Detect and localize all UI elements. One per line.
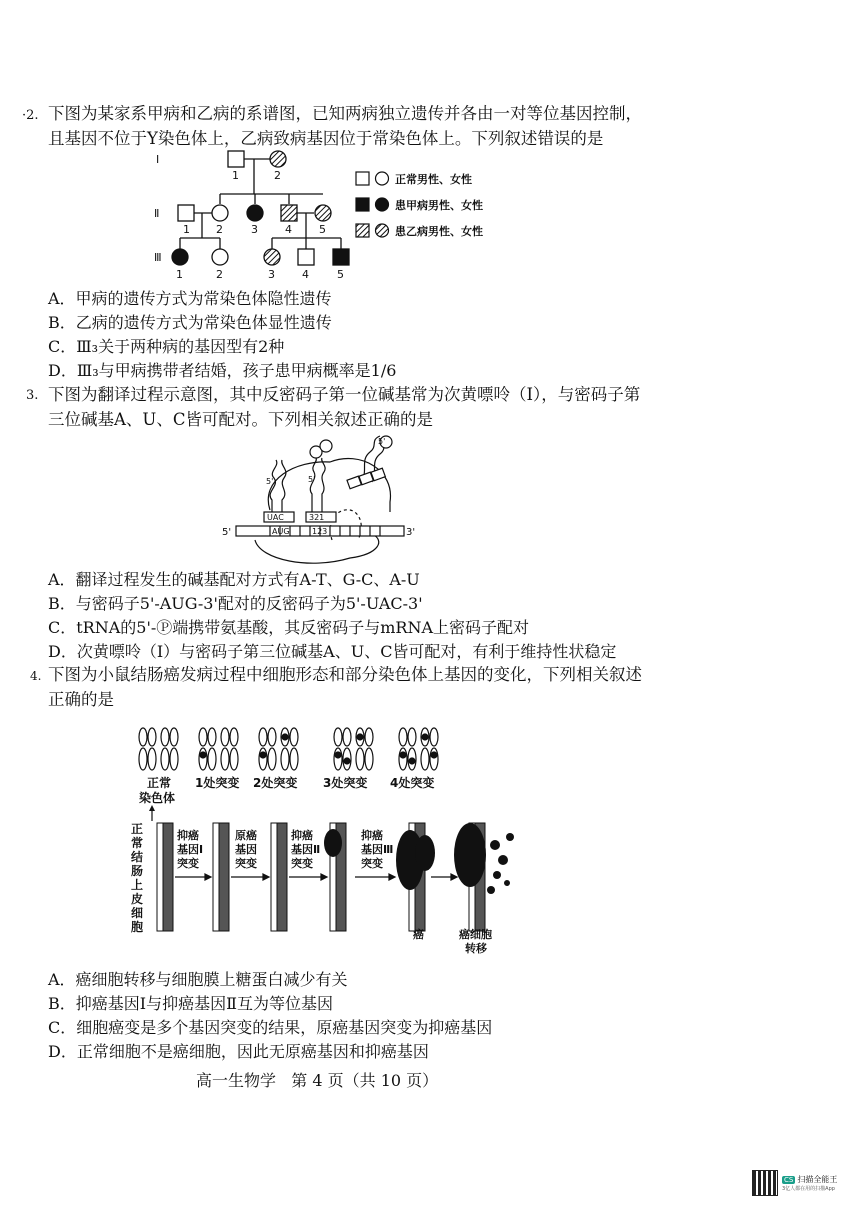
q4-option-c: C．细胞癌变是多个基因突变的结果，原癌基因突变为抑癌基因 (48, 1018, 493, 1037)
q3-option-b: B．与密码子5'-AUG-3'配对的反密码子为5'-UAC-3' (48, 594, 423, 613)
pedigree-II2-normal-female (212, 205, 228, 221)
question-4-stem-line2: 正确的是 (48, 690, 114, 709)
scanner-badge: CS (784, 1175, 794, 1184)
q3-option-a: A．翻译过程发生的碱基配对方式有A-T、G-C、A-U (48, 570, 420, 589)
q4-option-a: A．癌细胞转移与细胞膜上糖蛋白减少有关 (48, 970, 348, 989)
q4-option-b: B．抑癌基因Ⅰ与抑癌基因Ⅱ互为等位基因 (48, 994, 333, 1013)
q3-option-c: C．tRNA的5'-Ⓟ端携带氨基酸，其反密码子与mRNA上密码子配对 (48, 618, 530, 637)
q4-option-d: D．正常细胞不是癌细胞，因此无原癌基因和抑癌基因 (48, 1042, 429, 1061)
pedigree-II1-normal-male (178, 205, 194, 221)
pedigree-label: 4 (302, 268, 309, 281)
pedigree-label: 3 (251, 223, 258, 236)
pedigree-label: 2 (216, 268, 223, 281)
mrna-3-prime: 3' (406, 527, 416, 538)
label-mutation-1: 1处突变 (195, 776, 240, 790)
pedigree-label: 2 (274, 169, 281, 182)
label-metastasis: 转移 (465, 942, 487, 955)
step2-label: 基因 (235, 843, 257, 856)
pedigree-I2-affected-yi-female (270, 151, 286, 167)
chromosome-group-3 (334, 728, 373, 770)
step4-label: 突变 (361, 857, 383, 870)
question-2-stem-line1: 下图为某家系甲病和乙病的系谱图，已知两病独立遗传并各由一对等位基因控制， (48, 104, 642, 123)
pedigree-gen-II: Ⅱ (154, 207, 160, 220)
pedigree-III3-affected-yi-female (264, 249, 280, 265)
step2-label: 突变 (235, 857, 257, 870)
scanner-watermark (752, 1166, 844, 1200)
legend-yi: 患乙病男性、女性 (395, 225, 483, 238)
step3-label: 突变 (291, 857, 313, 870)
pedigree-label: 5 (337, 268, 344, 281)
label-chromosome: 染色体 (139, 791, 176, 805)
label-mutation-4: 4处突变 (390, 776, 435, 790)
step3-label: 基因Ⅱ (291, 843, 321, 856)
question-4-stem-line1: 下图为小鼠结肠癌发病过程中细胞形态和部分染色体上基因的变化，下列相关叙述 (48, 665, 642, 684)
label-cancer: 癌 (413, 928, 424, 941)
cell-label-char: 细 (131, 906, 144, 920)
cell-label-char: 结 (131, 850, 144, 864)
cell-label-char: 皮 (131, 892, 144, 906)
scanner-sub: 3亿人都在用的扫描App (782, 1186, 835, 1192)
pedigree-label: 4 (285, 223, 292, 236)
pedigree-gen-I: Ⅰ (156, 153, 160, 166)
pedigree-gen-III: Ⅲ (154, 251, 162, 264)
label-normal: 正常 (147, 776, 172, 790)
step1-label: 基因Ⅰ (177, 843, 204, 856)
codon-aug: AUG (272, 527, 290, 536)
anticodon-321: 321 (309, 513, 325, 522)
step4-label: 基因Ⅲ (361, 843, 394, 856)
pedigree-label: 1 (176, 268, 183, 281)
label-mutation-3: 3处突变 (323, 776, 368, 790)
q2-option-a: A．甲病的遗传方式为常染色体隐性遗传 (48, 289, 332, 308)
question-3-stem-line1: 下图为翻译过程示意图，其中反密码子第一位碱基常为次黄嘌呤（I），与密码子第 (48, 385, 641, 404)
cell-label-char: 上 (131, 878, 144, 892)
chromosome-group-4 (399, 728, 438, 770)
anticodon-uac: UAC (267, 513, 284, 522)
pedigree-II4-affected-yi-male (281, 205, 297, 221)
legend-normal: 正常男性、女性 (395, 173, 472, 186)
pedigree-chart (140, 148, 520, 288)
cell-label-char: 胞 (131, 920, 144, 934)
pedigree-label: 2 (216, 223, 223, 236)
chromosome-group-normal (139, 728, 178, 770)
pedigree-label: 1 (183, 223, 190, 236)
cancer-progression-diagram (125, 725, 525, 955)
pedigree-II5-affected-yi-female (315, 205, 331, 221)
label-metastasis: 癌细胞 (459, 928, 492, 941)
pedigree-label: 3 (268, 268, 275, 281)
codon-123: 123 (312, 527, 328, 536)
pedigree-I1-normal-male (228, 151, 244, 167)
cell-label-char: 正 (131, 822, 144, 836)
step3-label: 抑癌 (291, 829, 313, 842)
q2-option-c: C．Ⅲ₃关于两种病的基因型有2种 (48, 337, 285, 356)
label-mutation-2: 2处突变 (253, 776, 298, 790)
pedigree-label: 1 (232, 169, 239, 182)
question-2-number: ·2. (22, 108, 39, 123)
question-3-number: 3. (26, 388, 39, 403)
q3-option-d: D．次黄嘌呤（I）与密码子第三位碱基A、U、C皆可配对，有利于维持性状稳定 (48, 642, 617, 661)
step2-label: 原癌 (235, 829, 257, 842)
page-footer: 高一生物学 第 4 页（共 10 页） (196, 1071, 439, 1090)
mrna-5-prime: 5' (222, 527, 232, 538)
question-4-number: 4. (30, 669, 42, 683)
step1-label: 抑癌 (177, 829, 199, 842)
step1-label: 突变 (177, 857, 199, 870)
pedigree-III2-normal-female (212, 249, 228, 265)
q2-option-d: D．Ⅲ₃与甲病携带者结婚，孩子患甲病概率是1/6 (48, 361, 397, 380)
q2-option-b: B．乙病的遗传方式为常染色体显性遗传 (48, 313, 332, 332)
five-prime-label: 5' (378, 437, 386, 446)
question-3-stem-line2: 三位碱基A、U、C皆可配对。下列相关叙述正确的是 (48, 410, 433, 429)
pedigree-III1-affected-jia-female (172, 249, 188, 265)
step4-label: 抑癌 (361, 829, 383, 842)
question-2-stem-line2: 且基因不位于Y染色体上，乙病致病基因位于常染色体上。下列叙述错误的是 (48, 129, 604, 148)
translation-diagram (220, 430, 420, 572)
five-prime-label: 5' (308, 475, 316, 484)
cell-label-char: 常 (131, 836, 144, 850)
qr-code-icon (752, 1170, 778, 1196)
pedigree-label: 5 (319, 223, 326, 236)
legend-jia: 患甲病男性、女性 (395, 199, 483, 212)
scanner-name: 扫描全能王 (797, 1175, 838, 1184)
chromosome-group-2 (259, 728, 298, 770)
pedigree-III4-normal-male (298, 249, 314, 265)
pedigree-II3-affected-jia-female (247, 205, 263, 221)
five-prime-label: 5' (266, 477, 274, 486)
cell-label-char: 肠 (131, 864, 144, 878)
chromosome-group-1 (199, 728, 238, 770)
pedigree-III5-affected-jia-male (333, 249, 349, 265)
